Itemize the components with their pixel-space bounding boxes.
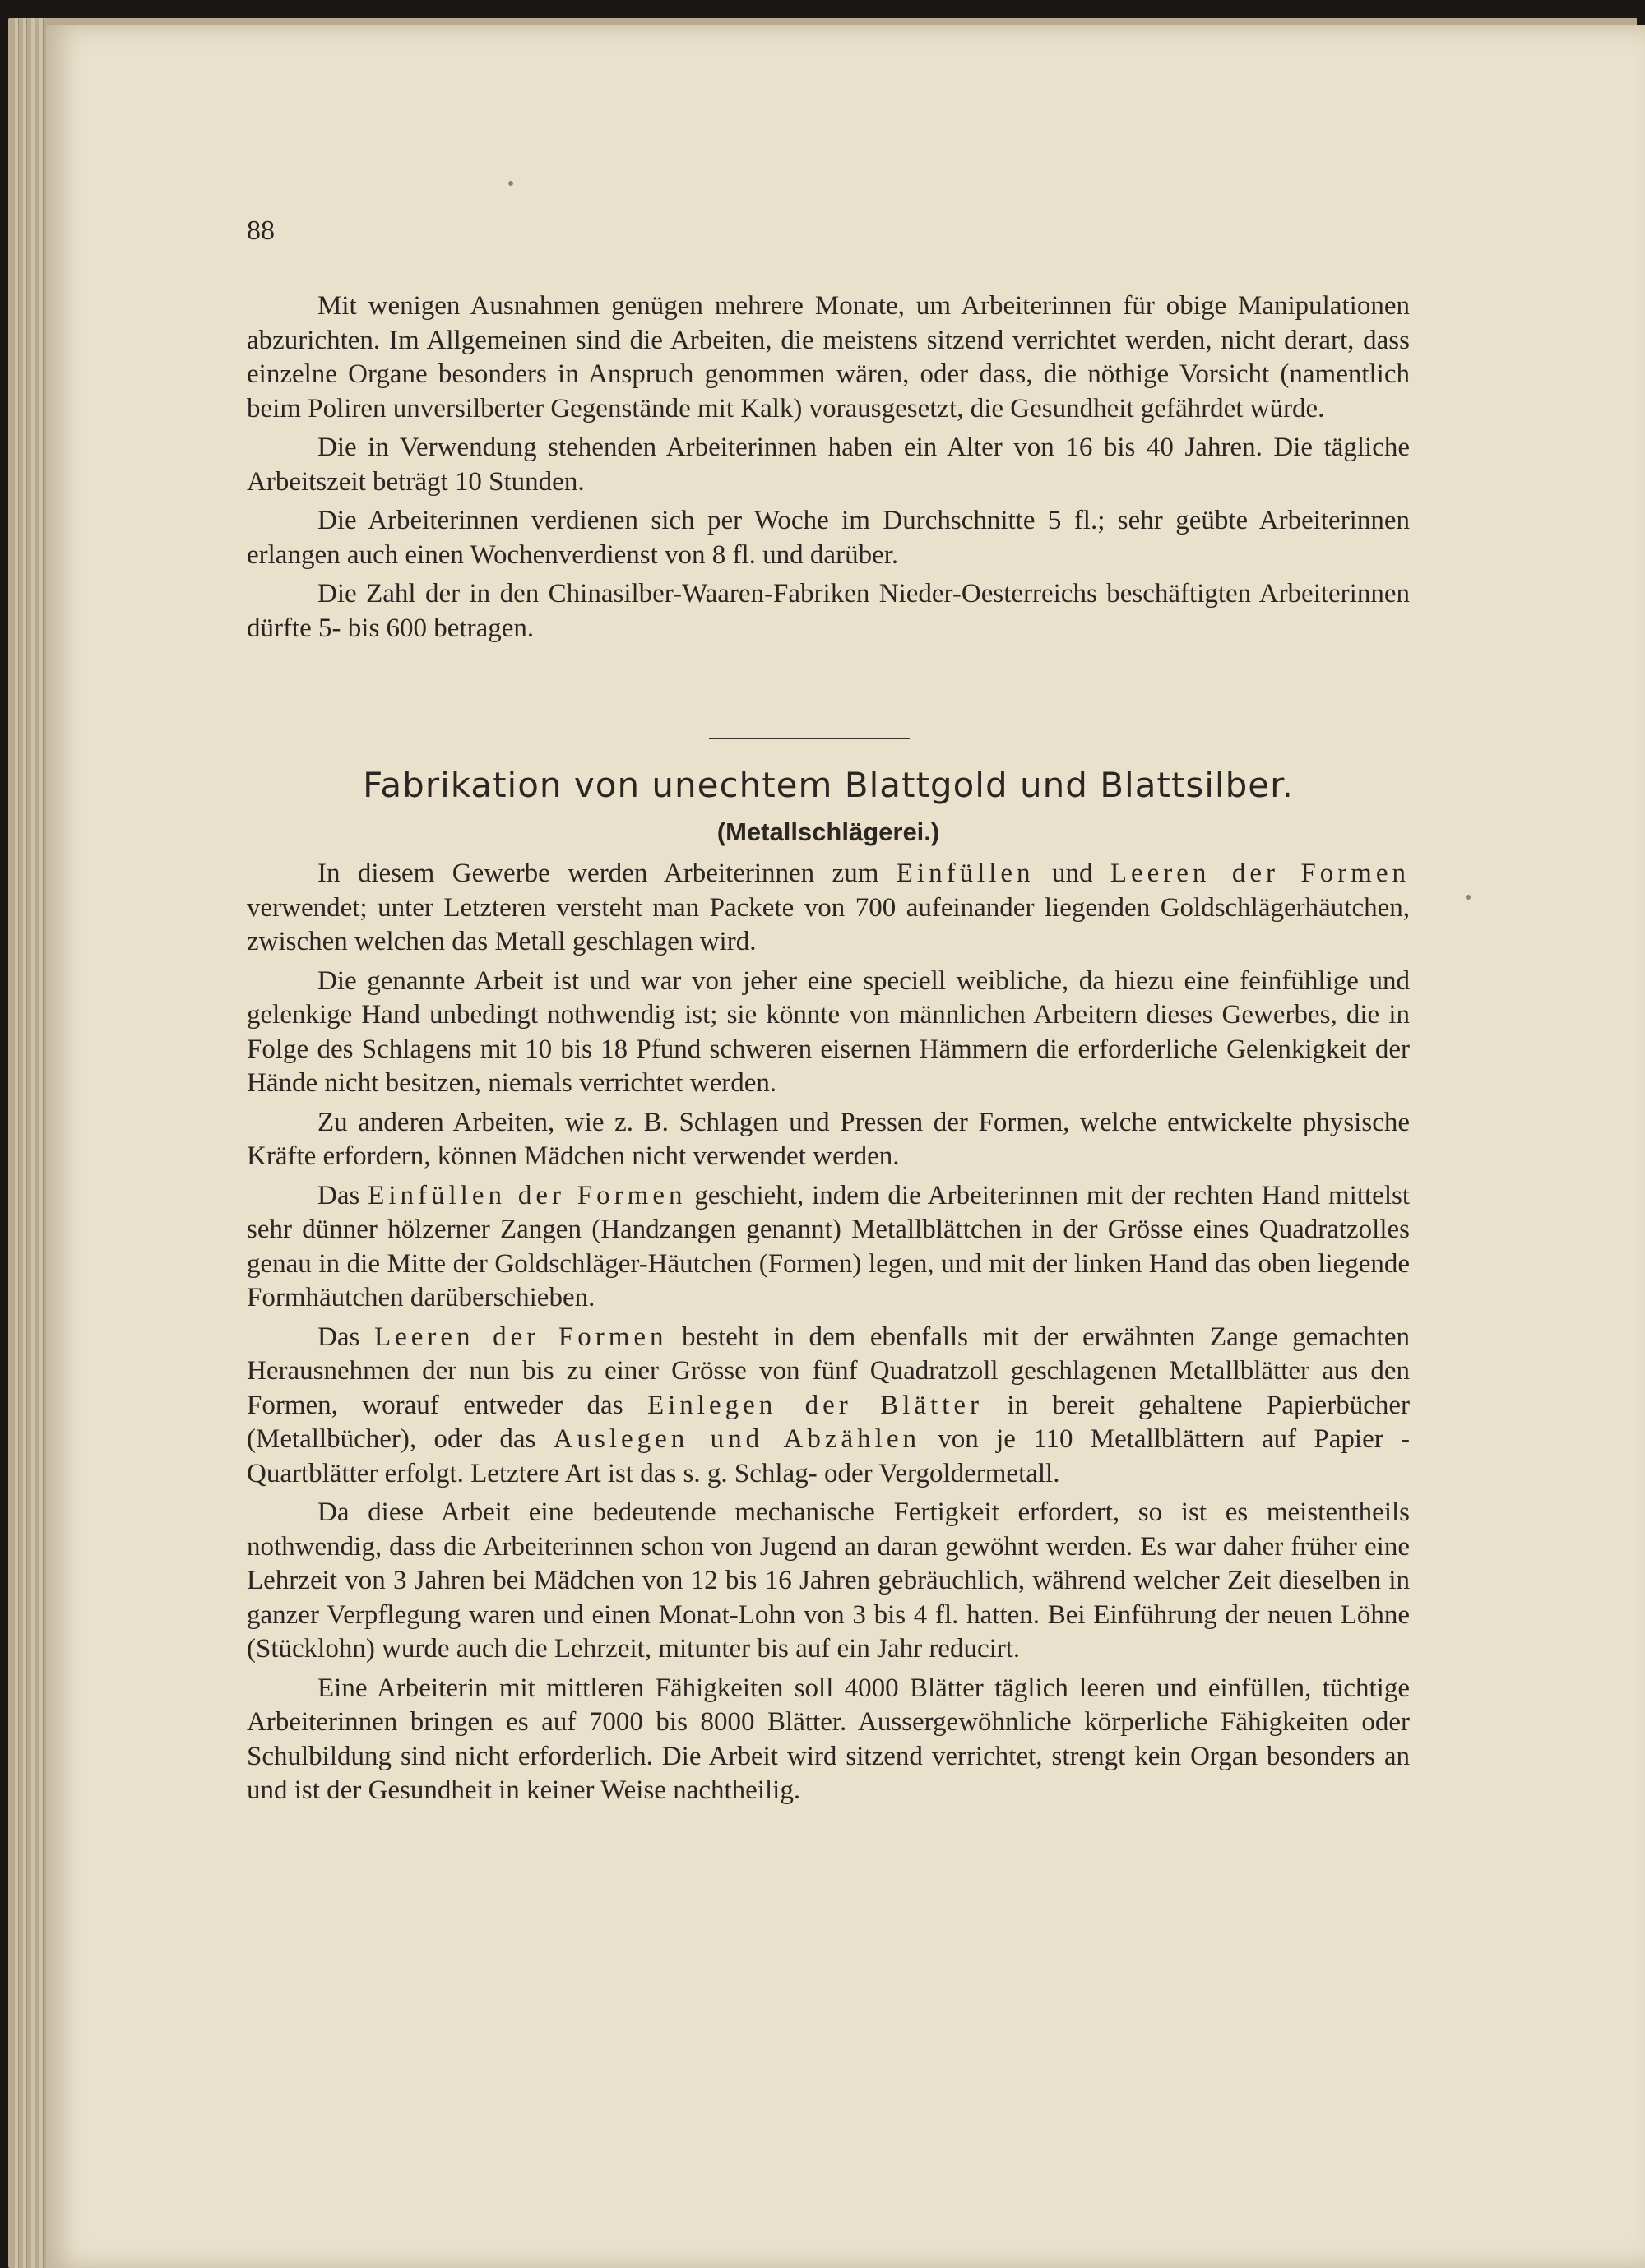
paragraph: Die Zahl der in den Chinasilber-Waaren-Fabriken Nieder-Oesterreichs beschäftigten Arbeiterinnen dürfte 5- bis 600 betragen. <box>247 579 1410 643</box>
emphasis-spaced: Auslegen und Abzählen <box>553 1424 920 1454</box>
text-run: besteht in dem ebenfalls mit der erwähnten Zange gemachten Herausnehmen der nun bis zu einer Grösse von fünf Quadratzoll geschlagenen Metallblätter aus den Formen, worauf entweder das <box>247 1321 1410 1420</box>
text-run: verwendet; unter Letzteren versteht man Packete von 700 aufeinander liegenden Goldschlägerhäutchen, zwischen welchen das Metall geschlagen wird. <box>247 892 1410 956</box>
paper-speck <box>1466 895 1471 900</box>
page-edge <box>23 18 27 2268</box>
text-run: In diesem Gewerbe werden Arbeiterinnen zum <box>317 859 897 888</box>
paragraph: Die in Verwendung stehenden Arbeiterinnen haben ein Alter von 16 bis 40 Jahren. Die tägliche Arbeitszeit beträgt 10 Stunden. <box>247 433 1410 497</box>
section-title: Fabrikation von unechtem Blattgold und Blattsilber. <box>363 765 1294 805</box>
emphasis-spaced: Einfüllen <box>896 859 1035 888</box>
text-run: Das <box>317 1321 374 1352</box>
emphasis-spaced: Leeren der Formen <box>1110 859 1411 888</box>
paragraph: Zu anderen Arbeiten, wie z. B. Schlagen und Pressen der Formen, welche entwickelte physische Kräfte erfordern, können Mädchen nicht verwendet werden. <box>247 1107 1410 1171</box>
paragraph: Da diese Arbeit eine bedeutende mechanische Fertigkeit erfordert, so ist es meistentheils nothwendig, dass die Arbeiterinnen schon von Jugend an daran gewöhnt werden. Es war daher früher eine Lehrzeit von 3 Jahren bei Mädchen von 12 bis 16 Jahren gebräuchlich, während welcher Zeit dieselben in ganzer Verpflegung waren und einen Monat-Lohn von 3 bis 4 fl. hatten. Bei Einführung der neuen Löhne (Stücklohn) wurde auch die Lehrzeit, mitunter bis auf ein Jahr reducirt. <box>247 1497 1410 1664</box>
emphasis-spaced: Einfüllen der Formen <box>368 1180 687 1210</box>
page-edge <box>39 18 44 2268</box>
section-body-text <box>247 857 1410 1813</box>
section-divider <box>709 738 910 739</box>
paragraph: Die genannte Arbeit ist und war von jeher eine speciell weibliche, da hiezu eine feinfühlige und gelenkige Hand unbedingt nothwendig ist; sie könnte von männlichen Arbeitern dieses Gewerbes, die in Folge des Schlagens mit 10 bis 18 Pfund schweren eisernen Hämmern die erforderliche Gelenkigkeit der Hände nicht besitzen, niemals verrichtet werden. <box>247 965 1410 1098</box>
paragraph: Eine Arbeiterin mit mittleren Fähigkeiten soll 4000 Blätter täglich leeren und einfüllen, tüchtige Arbeiterinnen bringen es auf 7000 bis 8000 Blätter. Aussergewöhnliche körperliche Fähigkeiten oder Schulbildung sind nicht erforderlich. Die Arbeit wird sitzend verrichtet, strengt kein Organ besonders an und ist der Gesundheit in keiner Weise nachtheilig. <box>247 1673 1410 1805</box>
text-run: und <box>1034 859 1110 888</box>
paragraph: Mit wenigen Ausnahmen genügen mehrere Monate, um Arbeiterinnen für obige Manipulationen abzurichten. Im Allgemeinen sind die Arbeiten, die meistens sitzend verrichtet werden, nicht derart, dass einzelne Organe besonders in Anspruch genommen wären, oder dass, die nöthige Vorsicht (namentlich beim Poliren unversilberter Gegenstände mit Kalk) vorausgesetzt, die Gesundheit gefährdet würde. <box>247 291 1410 424</box>
paragraph <box>247 1179 1410 1316</box>
section-intro-text <box>247 289 1410 650</box>
paragraph: Die Arbeiterinnen verdienen sich per Woche im Durchschnitte 5 fl.; sehr geübte Arbeiterinnen erlangen auch einen Wochenverdienst von 8 fl. und darüber. <box>247 506 1410 570</box>
text-run: Das <box>317 1180 368 1210</box>
paper-speck <box>508 181 513 186</box>
section-subtitle: (Metallschlägerei.) <box>716 817 940 846</box>
paragraph <box>247 1321 1410 1492</box>
page-number: 88 <box>247 215 275 246</box>
emphasis-spaced: Einlegen der Blätter <box>646 1390 984 1420</box>
page-edge <box>15 18 19 2268</box>
paragraph <box>247 857 1410 960</box>
text-run: von je 110 Metallblättern auf Papier - Quartblätter erfolgt. Letztere Art ist das s. g. Schlag- oder Vergoldermetall. <box>247 1424 1410 1488</box>
text-run: in bereit gehaltene Papierbücher (Metallbücher), oder das <box>247 1390 1410 1454</box>
emphasis-spaced: Leeren der Formen <box>373 1321 668 1352</box>
page-edge <box>31 18 35 2268</box>
text-run: geschieht, indem die Arbeiterinnen mit der rechten Hand mittelst sehr dünner hölzerner Zangen (Handzangen genannt) Metallblättchen in der Grösse eines Quadratzolles genau in die Mitte der Goldschläger-Häutchen (Formen) legen, und mit der linken Hand das oben liegende Formhäutchen darüberschieben. <box>247 1180 1411 1312</box>
